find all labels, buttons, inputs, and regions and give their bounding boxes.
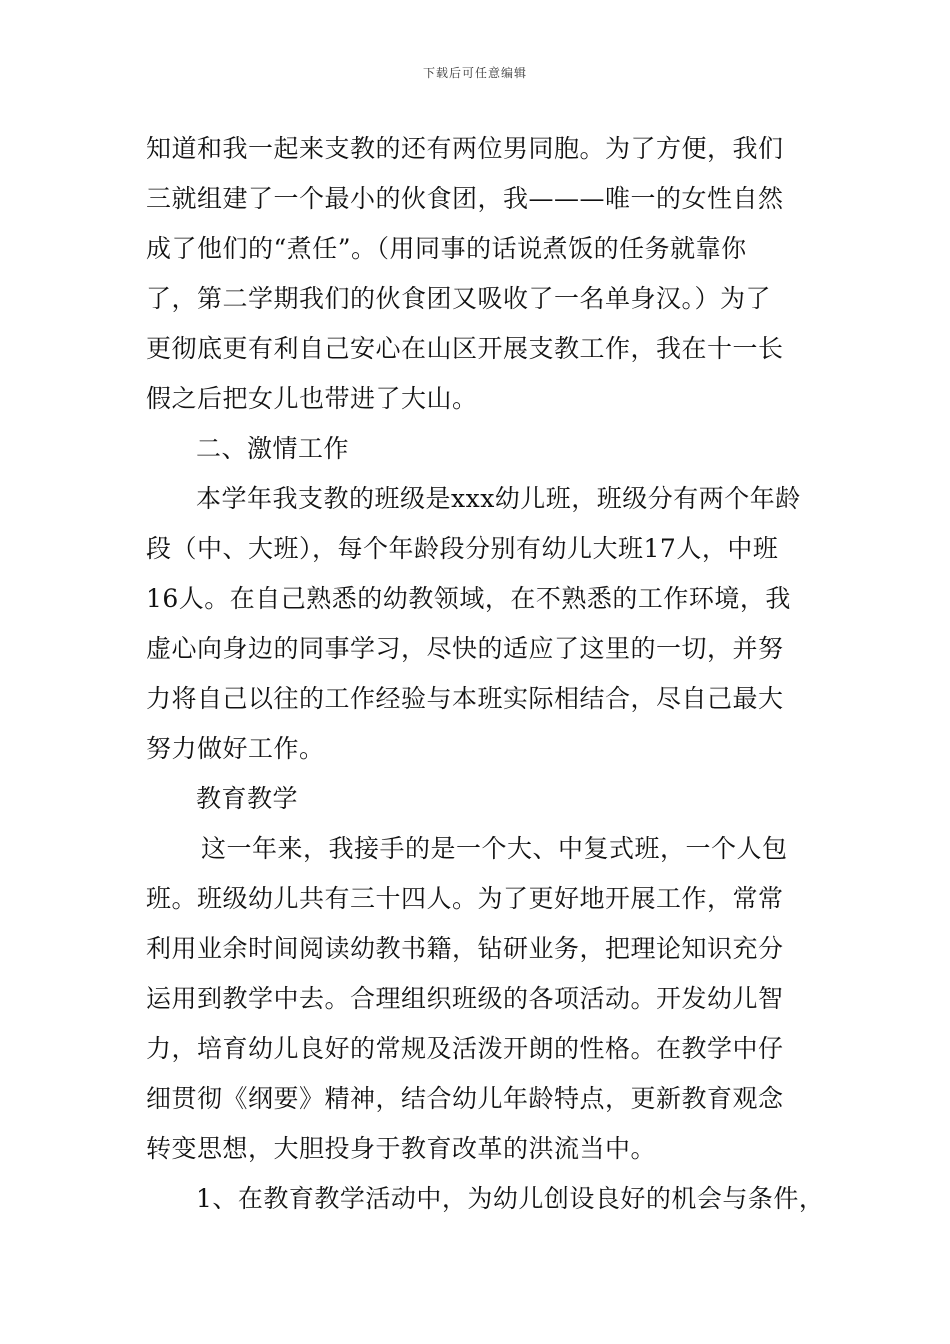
section-heading: 二、激情工作 xyxy=(196,434,350,463)
text-line: 力，培育幼儿良好的常规及活泼开朗的性格。在教学中仔 xyxy=(146,1034,784,1063)
text-line: 运用到教学中去。合理组织班级的各项活动。开发幼儿智 xyxy=(146,984,784,1013)
text-line: 本学年我支教的班级是xxx幼儿班，班级分有两个年龄 xyxy=(196,484,801,513)
text-line: 段（中、大班），每个年龄段分别有幼儿大班17人，中班 xyxy=(146,534,779,563)
text-line: 三就组建了一个最小的伙食团，我———唯一的女性自然 xyxy=(146,184,784,213)
text-line: 更彻底更有利自己安心在山区开展支教工作，我在十一长 xyxy=(146,334,784,363)
text-line: 利用业余时间阅读幼教书籍，钻研业务，把理论知识充分 xyxy=(146,934,784,963)
text-line: 力将自己以往的工作经验与本班实际相结合，尽自己最大 xyxy=(146,684,784,713)
text-line: 1、在教育教学活动中，为幼儿创设良好的机会与条件， xyxy=(196,1184,825,1213)
text-line: 努力做好工作。 xyxy=(146,734,325,763)
text-line: 班。班级幼儿共有三十四人。为了更好地开展工作，常常 xyxy=(146,884,784,913)
text-line: 16人。在自己熟悉的幼教领域，在不熟悉的工作环境，我 xyxy=(146,584,791,613)
text-line: 知道和我一起来支教的还有两位男同胞。为了方便，我们 xyxy=(146,134,784,163)
page-header: 下载后可任意编辑 xyxy=(422,66,527,80)
text-line: 这一年来，我接手的是一个大、中复式班，一个人包 xyxy=(201,834,788,863)
document-body xyxy=(146,124,825,1224)
text-line: 细贯彻《纲要》精神，结合幼儿年龄特点，更新教育观念 xyxy=(146,1084,784,1113)
text-line: 转变思想，大胆投身于教育改革的洪流当中。 xyxy=(146,1134,657,1163)
text-line: 了，第二学期我们的伙食团又吸收了一名单身汉。）为了 xyxy=(146,284,772,313)
text-line: 成了他们的“煮任”。（用同事的话说煮饭的任务就靠你 xyxy=(146,234,747,263)
text-line: 虚心向身边的同事学习，尽快的适应了这里的一切，并努 xyxy=(146,634,784,663)
section-heading: 教育教学 xyxy=(196,784,299,813)
text-line: 假之后把女儿也带进了大山。 xyxy=(146,384,478,413)
